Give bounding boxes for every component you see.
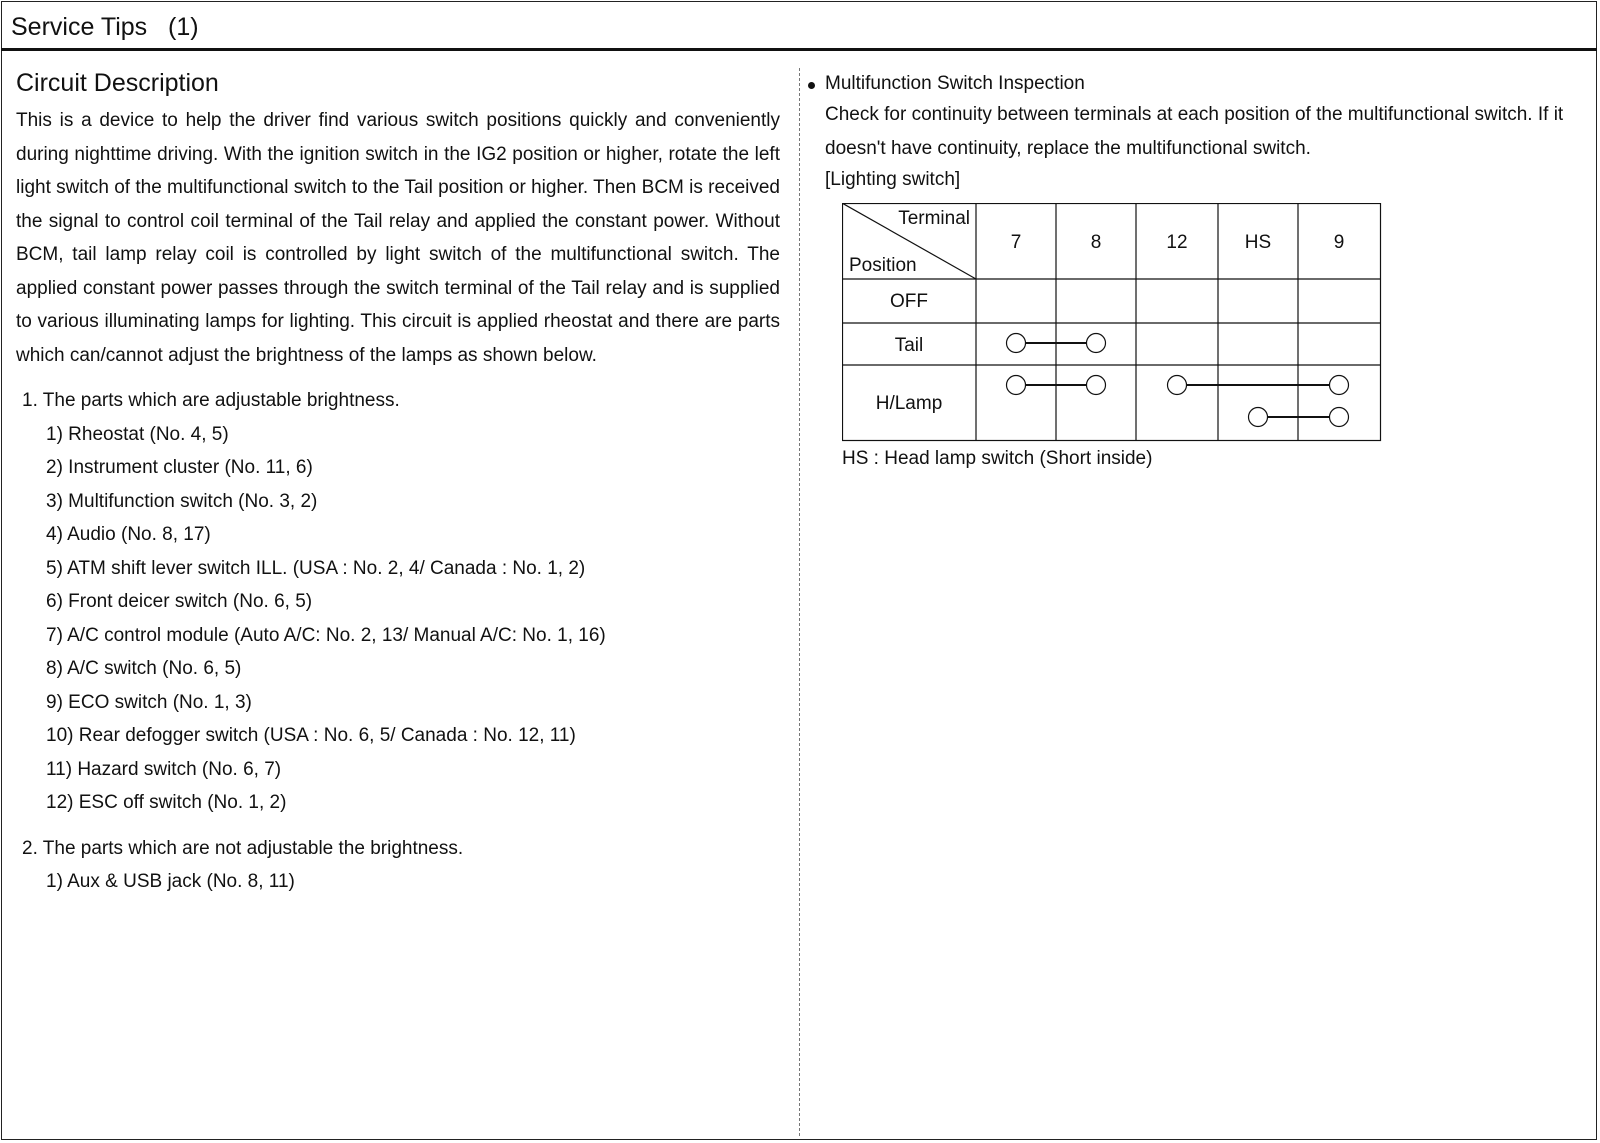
page-title: Service Tips (1)	[11, 13, 199, 41]
terminal-node	[1330, 408, 1349, 427]
table-caption: HS : Head lamp switch (Short inside)	[842, 448, 1153, 469]
list-item: 1) Rheostat (No. 4, 5)	[46, 423, 229, 445]
list-item: 2) Instrument cluster (No. 11, 6)	[46, 457, 313, 478]
circuit-description-section	[16, 68, 780, 899]
position-label: OFF	[890, 291, 928, 312]
lighting-switch-label: [Lighting switch]	[825, 169, 961, 190]
list-item: 12) ESC off switch (No. 1, 2)	[46, 792, 287, 813]
corner-position-label: Position	[849, 255, 917, 276]
position-label: H/Lamp	[875, 393, 943, 414]
list-item: 5) ATM shift lever switch ILL. (USA : No. 2, 4/ Canada : No. 1, 2)	[46, 557, 586, 579]
continuity-table	[842, 203, 1382, 448]
non-adjustable-parts-heading: 2. The parts which are not adjustable the brightness.	[22, 837, 464, 859]
terminal-node	[1087, 334, 1106, 353]
terminal-node	[1168, 376, 1187, 395]
inspection-heading	[825, 70, 1585, 98]
terminal-node	[1330, 376, 1349, 395]
list-item: 6) Front deicer switch (No. 6, 5)	[46, 591, 313, 612]
section-title: Circuit Description	[16, 69, 219, 97]
position-label: Tail	[894, 335, 924, 356]
list-item: 3) Multifunction switch (No. 3, 2)	[46, 490, 318, 512]
corner-terminal-label: Terminal	[898, 208, 970, 229]
list-item: 1) Aux & USB jack (No. 8, 11)	[46, 871, 295, 892]
page-header	[1, 1, 1597, 51]
terminal-header: HS	[1244, 232, 1272, 253]
bullet-icon	[808, 82, 815, 89]
terminal-header: 9	[1333, 232, 1345, 253]
list-item: 10) Rear defogger switch (USA : No. 6, 5/ Canada : No. 12, 11)	[46, 725, 576, 746]
terminal-node	[1087, 376, 1106, 395]
description-paragraph: This is a device to help the driver find various switch positions quickly and conveniently during nighttime driving. With the ignition switch in the IG2 position or higher, rotate the left light switch of the multifunctional switch to the Tail position or higher. Then BCM is received the signal to control coil terminal of the Tail relay and applied the constant power. Without BCM, tail lamp relay coil is controlled by light switch of the multifunctional switch. The applied constant power passes through the switch terminal of the Tail relay and is supplied to various illuminating lamps for lighting. This circuit is applied rheostat and there are parts which can/cannot adjust the brightness of the lamps as shown below.	[16, 110, 780, 366]
terminal-node	[1007, 334, 1026, 353]
terminal-node	[1007, 376, 1026, 395]
list-item: 7) A/C control module (Auto A/C: No. 2, 13/ Manual A/C: No. 1, 16)	[46, 624, 606, 646]
non-adjustable-parts-list	[16, 865, 780, 899]
terminal-header: 12	[1166, 232, 1188, 253]
list-item: 9) ECO switch (No. 1, 3)	[46, 691, 252, 713]
list-item: 8) A/C switch (No. 6, 5)	[46, 658, 242, 679]
continuity-table-graphic	[842, 203, 1382, 443]
list-item: 11) Hazard switch (No. 6, 7)	[46, 758, 282, 780]
continuity-connection-hlamp-12-9	[1168, 376, 1349, 395]
terminal-node	[1249, 408, 1268, 427]
list-item: 4) Audio (No. 8, 17)	[46, 524, 211, 545]
inspection-heading-text: Multifunction Switch Inspection	[825, 73, 1085, 94]
adjustable-parts-heading: 1. The parts which are adjustable brightness.	[22, 390, 400, 411]
inspection-instruction: Check for continuity between terminals at each position of the multifunctional switch. If it doesn't have continuity, replace the multifunctional switch.	[825, 104, 1564, 159]
switch-inspection-section	[825, 70, 1585, 195]
column-divider	[799, 68, 800, 1136]
terminal-header: 8	[1090, 232, 1102, 253]
adjustable-parts-list	[16, 418, 780, 820]
terminal-header: 7	[1010, 232, 1022, 253]
